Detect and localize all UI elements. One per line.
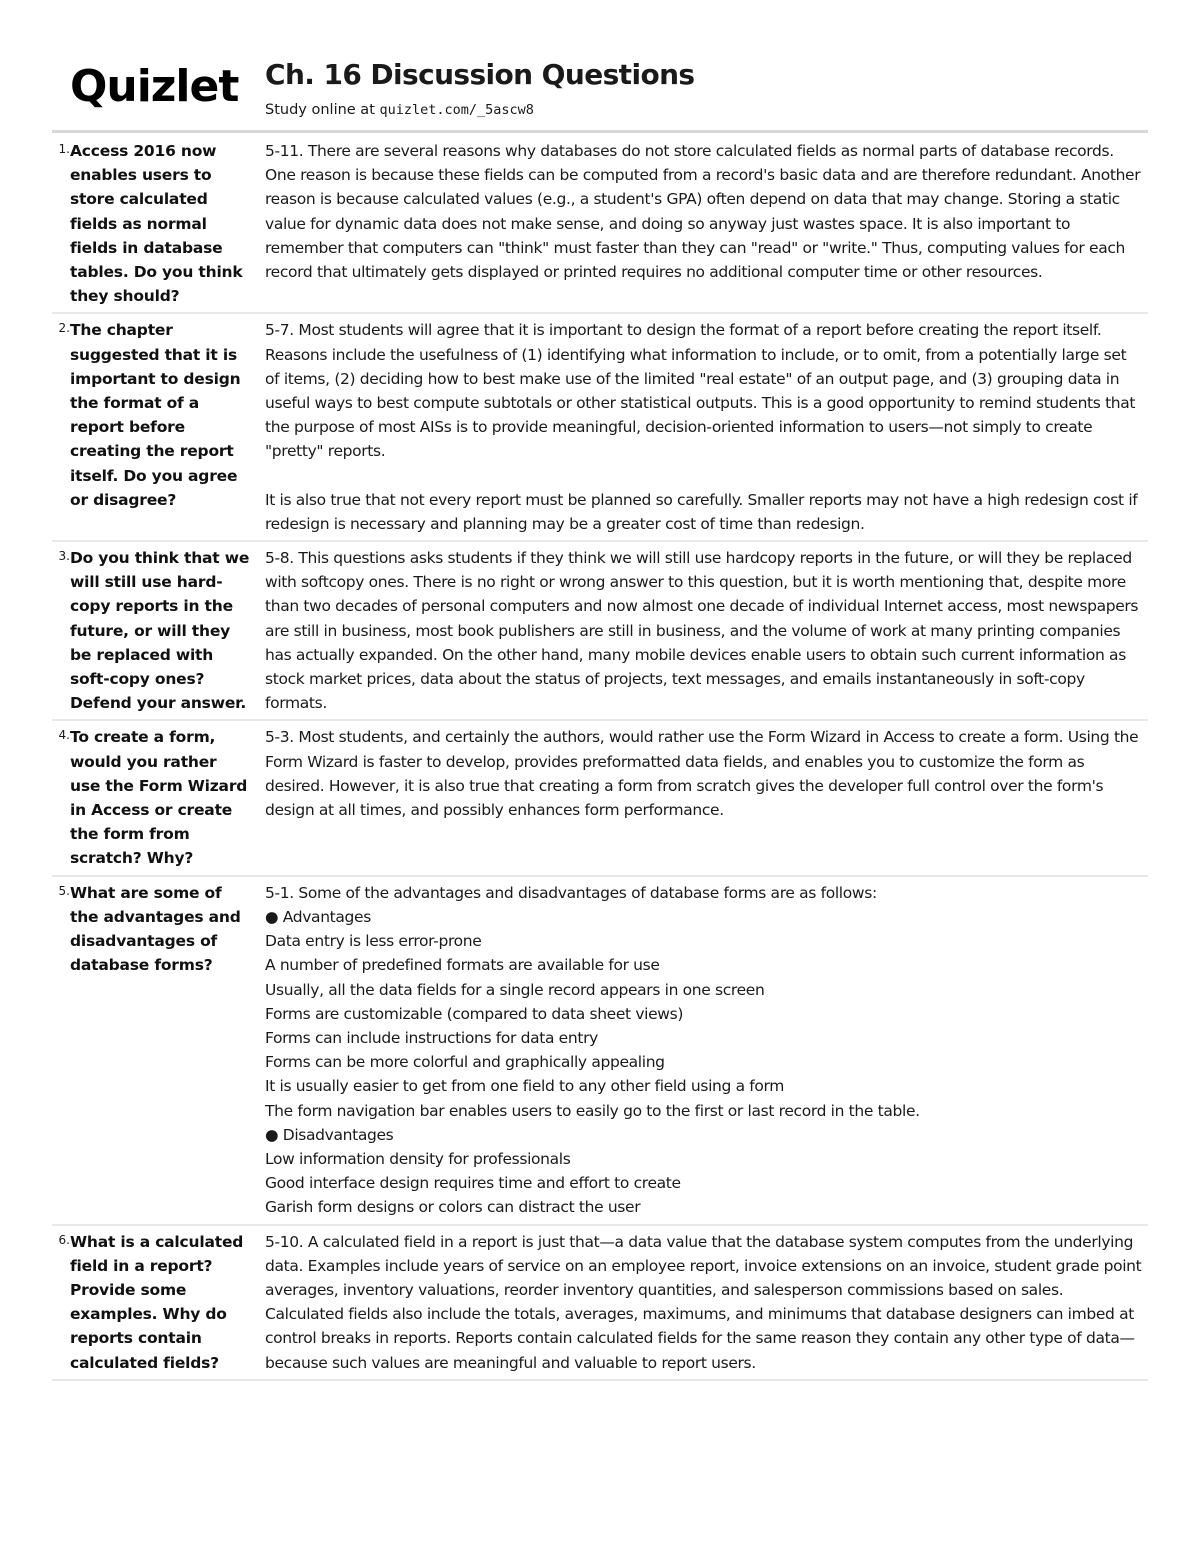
definition-line: Good interface design requires time and effort to create — [265, 1174, 681, 1193]
answer-definition — [265, 881, 1148, 1220]
definition-line: ● Disadvantages — [265, 1125, 394, 1144]
question-row — [52, 314, 1148, 542]
quizlet-logo: Quizlet — [70, 61, 239, 112]
answer-definition — [265, 1230, 1148, 1375]
answer-definition — [265, 725, 1148, 870]
definition-line: The form navigation bar enables users to easily go to the first or last record in the table. — [265, 1101, 920, 1120]
definition-line: 5-8. This questions asks students if they think we will still use hardcopy reports in the future, or will they be replaced with softcopy ones. There is no right or wrong answer to this question, but it is worth mentioning that, despite more than two decades of personal computers and now almost one decade of individual Internet access, most newspapers are still in business, most book publishers are still in business, and the volume of work at many printing companies has actually expanded. On the other hand, many mobile devices enable users to obtain such current information as stock market prices, data about the status of projects, text messages, and emails instantaneously in soft-copy formats. — [265, 549, 1139, 713]
definition-line: Forms are customizable (compared to data sheet views) — [265, 1004, 684, 1023]
question-row — [52, 721, 1148, 876]
question-term: What are some of the advantages and disadvantages of database forms? — [70, 883, 241, 975]
question-number: 5. — [58, 883, 70, 898]
definition-line — [265, 464, 1144, 488]
question-term: Access 2016 now enables users to store calculated fields as normal fields in database tables. Do you think they should? — [70, 142, 243, 306]
flashcard-page — [52, 52, 1148, 1381]
definition-line: Usually, all the data fields for a single record appears in one screen — [265, 980, 765, 999]
question-row — [52, 877, 1148, 1226]
question-number: 2. — [58, 321, 70, 336]
question-term: The chapter suggested that it is important to design the format of a report before creating the report itself. Do you agree or disagree? — [70, 321, 241, 509]
question-number: 1. — [58, 142, 70, 156]
definition-line: It is also true that not every report must be planned so carefully. Smaller reports may not have a high redesign cost if redesign is necessary and planning may be a greater cost of time than redesign. — [265, 490, 1138, 533]
definition-line: 5-11. There are several reasons why databases do not store calculated fields as normal parts of database records. One reason is because these fields can be computed from a record's basic data and are therefore redundant. Another reason is because calculated values (e.g., a student's GPA) often depend on data that may change. Storing a static value for dynamic data does not make sense, and doing so anyway just wastes space. It is also important to remember that computers can "think" must faster than they can "read" or "write." Thus, computing values for each record that ultimately gets displayed or printed requires no additional computer time or other resources. — [265, 142, 1141, 282]
question-term: To create a form, would you rather use the Form Wizard in Access or create the form from scratch? Why? — [70, 728, 248, 868]
definition-line: A number of predefined formats are available for use — [265, 956, 660, 975]
term-column — [52, 318, 265, 536]
answer-definition — [265, 139, 1148, 308]
question-number: 3. — [58, 549, 70, 564]
definition-line: It is usually easier to get from one field to any other field using a form — [265, 1077, 785, 1096]
term-column — [52, 1230, 265, 1375]
question-number: 4. — [58, 728, 70, 743]
question-term: What is a calculated field in a report? Provide some examples. Why do reports contain calculated fields? — [70, 1232, 244, 1372]
term-column — [52, 139, 265, 308]
definition-line: Low information density for professionals — [265, 1149, 571, 1168]
definition-line: Forms can include instructions for data entry — [265, 1028, 598, 1047]
definition-line: ● Advantages — [265, 907, 371, 926]
definition-line: Forms can be more colorful and graphically appealing — [265, 1053, 665, 1072]
study-url-link[interactable]: quizlet.com/_5ascw8 — [379, 102, 534, 118]
question-row — [52, 542, 1148, 721]
definition-line: 5-3. Most students, and certainly the authors, would rather use the Form Wizard in Access to create a form. Using the Form Wizard is faster to develop, provides preformatted data fields, and enables you to customize the form as desired. However, it is also true that creating a form from scratch gives the developer full control over the form's design at all times, and possibly enhances form performance. — [265, 728, 1139, 820]
question-row — [52, 135, 1148, 314]
answer-definition — [265, 546, 1148, 715]
definition-line: 5-10. A calculated field in a report is just that—a data value that the database system computes from the underlying data. Examples include years of service on an employee report, invoice extensions on an invoice, student grade point averages, inventory valuations, reorder inventory quantities, and salesperson commissions based on sales. Calculated fields also include the totals, averages, maximums, and minimums that database designers can imbed at control breaks in reports. Reports contain calculated fields for the same reason they contain any other type of data—because such values are meaningful and valuable to report users. — [265, 1232, 1142, 1372]
term-column — [52, 725, 265, 870]
question-number: 6. — [58, 1232, 70, 1247]
answer-definition — [265, 318, 1148, 536]
question-row — [52, 1226, 1148, 1381]
page-header — [52, 52, 1148, 133]
study-online-line — [265, 102, 534, 118]
term-column — [52, 546, 265, 715]
definition-line: 5-7. Most students will agree that it is important to design the format of a report before creating the report itself. Reasons include the usefulness of (1) identifying what information to include, or to omit, from a potentially large set of items, (2) deciding how to best make use of the limited "real estate" of an output page, and (3) grouping data in useful ways to best compute subtotals or other statistical outputs. This is a good opportunity to remind students that the purpose of most AISs is to provide meaningful, decision-oriented information to users—not simply to create "pretty" reports. — [265, 321, 1136, 461]
question-list — [52, 135, 1148, 1381]
definition-line: Data entry is less error-prone — [265, 932, 482, 951]
definition-line: Garish form designs or colors can distract the user — [265, 1198, 641, 1217]
definition-line: 5-1. Some of the advantages and disadvantages of database forms are as follows: — [265, 883, 877, 902]
page-title: Ch. 16 Discussion Questions — [265, 58, 695, 91]
term-column — [52, 881, 265, 1220]
question-term: Do you think that we will still use hard-copy reports in the future, or will they be replaced with soft-copy ones? Defend your answer. — [70, 549, 250, 713]
study-online-label: Study online at — [265, 102, 380, 118]
